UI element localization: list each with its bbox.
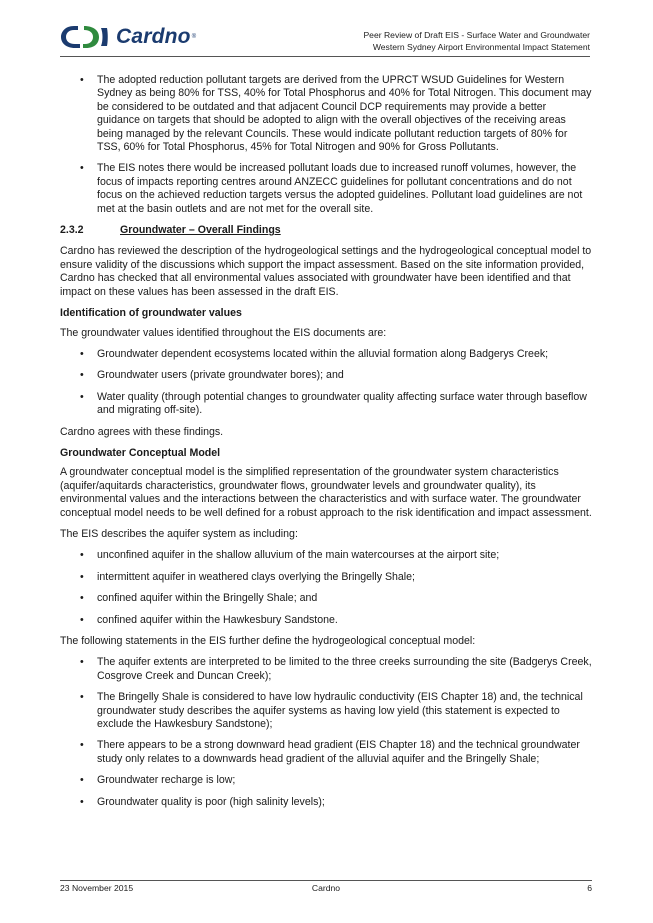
statements-intro: The following statements in the EIS further define the hydrogeological conceptual model: [60,635,476,647]
list-item-text: confined aquifer within the Hawkesbury Sandstone. [97,613,338,626]
list-item-text: The Bringelly Shale is considered to have low hydraulic conductivity (EIS Chapter 18) and, the technical groundwater study describes the aquifer systems as having low yield (this statement is expected to exclude the Hawkesbury Sandstone); [97,691,583,731]
values-heading: Identification of groundwater values [60,307,242,320]
list-item-text: confined aquifer within the Bringelly Shale; and [97,592,318,605]
registered-mark: ® [191,34,197,40]
bullet-icon: • [80,592,84,605]
header-title-line2: Western Sydney Airport Environmental Impact Statement [372,41,590,52]
aquifer-intro: The EIS describes the aquifer system as including: [60,527,298,540]
list-item [60,592,592,605]
page-number: 6 [587,883,592,893]
section-title: Groundwater – Overall Findings [120,224,281,237]
list-item-text: The aquifer extents are interpreted to be limited to the three creeks surrounding the site (Badgerys Creek, Cosgrove Creek and Duncan Creek); [97,656,592,682]
list-item [60,691,592,731]
bullet-icon: • [80,390,84,403]
section-number: 2.3.2 [60,224,84,237]
bullet-icon: • [80,656,84,669]
header-divider [60,56,590,57]
footer-company: Cardno [311,883,341,893]
bullet-icon: • [80,549,84,562]
list-item [60,391,592,418]
list-item-text: The adopted reduction pollutant targets are derived from the UPRCT WSUD Guidelines for Western Sydney as being 80% for TSS, 40% for Total Phosphorus and 40% for Total Nitrogen. This document may be considered to be outdated and that adjacent Council DCP requirements may provide a better guidance on targets that should be adopted to align with the overall objectives of the receiving areas being managed by the relevant Councils. These would indicate pollutant reduction targets of 80% for TSS, 60% for Total Phosphorus, 45% for Total Nitrogen and 90% for Gross Pollutants. [97,74,592,154]
bullet-icon: • [80,369,84,382]
list-item [60,162,592,216]
list-item [60,348,592,361]
bullet-icon: • [80,795,84,808]
bullet-icon: • [80,739,84,752]
values-bullet-list [60,348,592,418]
bullet-icon: • [80,613,84,626]
list-item-text: unconfined aquifer in the shallow alluvium of the main watercourses at the airport site; [97,549,500,562]
footer-date: 23 November 2015 [60,883,134,893]
header-title [363,30,590,53]
list-item [60,74,592,154]
list-item [60,796,592,809]
list-item-text: intermittent aquifer in weathered clays overlying the Bringelly Shale; [97,570,415,583]
list-item-text: Groundwater recharge is low; [97,774,236,787]
list-item-text: The EIS notes there would be increased pollutant loads due to increased runoff volumes, however, the focus of impacts reporting centres around ANZECC guidelines for pollutant concentrations and do not focus on the achieved reduction targets versus the adopted guidelines. Pollutant load guidelines are not met at the basin outlets and are not met for the overall site. [97,162,583,215]
list-item [60,369,592,382]
bullet-icon: • [80,570,84,583]
list-item-text: There appears to be a strong downward head gradient (EIS Chapter 18) and the technical groundwater study only relates to a downwards head gradient of the alluvial aquifer and the Bringelly Shale; [97,739,580,765]
bullet-icon: • [80,162,84,175]
statements-bullet-list [60,656,592,809]
list-item [60,739,592,766]
model-paragraph: A groundwater conceptual model is the simplified representation of the groundwater system characteristics (aquifer/aquitards characteristics, groundwater flows, groundwater levels and groundwater quality), its environmental values and the interactions between the characteristics and with surface water. The groundwater conceptual model needs to be well defined for a robust approach to the risk identification and impact assessment. [60,466,592,519]
header-title-line1: Peer Review of Draft EIS - Surface Water and Groundwater [363,30,590,40]
page-header [60,20,590,60]
cardno-logo-icon [60,23,110,51]
bullet-icon: • [80,347,84,360]
list-item [60,571,592,584]
section-heading [60,224,592,237]
list-item-text: Water quality (through potential changes to groundwater quality affecting surface water through baseflow and migrating off-site). [97,390,587,417]
values-conclusion: Cardno agrees with these findings. [60,425,224,438]
aquifer-bullet-list [60,549,592,627]
logo-wordmark: Cardno [116,25,191,48]
list-item [60,614,592,627]
model-heading: Groundwater Conceptual Model [60,446,221,459]
list-item [60,774,592,787]
bullet-icon: • [80,691,84,704]
bullet-icon: • [80,774,84,787]
bullet-icon: • [80,74,84,86]
intro-paragraph: Cardno has reviewed the description of the hydrogeological settings and the hydrogeological conceptual model to ensure validity of the discussions which support the impact assessment. Based on the site information provided, Cardno has checked that all environmental values associated with groundwater have been identified and that impact on these values has been assessed in the draft EIS. [60,245,592,298]
list-item [60,549,592,562]
list-item-text: Groundwater users (private groundwater bores); and [97,369,344,382]
footer-divider [60,880,592,881]
list-item-text: Groundwater dependent ecosystems located within the alluvial formation along Badgerys Creek; [97,347,549,360]
list-item [60,656,592,683]
cardno-logo [60,22,196,52]
pollutant-bullet-list [60,74,592,216]
list-item-text: Groundwater quality is poor (high salinity levels); [97,795,325,808]
body-content [60,74,592,817]
values-intro: The groundwater values identified throughout the EIS documents are: [60,326,387,339]
